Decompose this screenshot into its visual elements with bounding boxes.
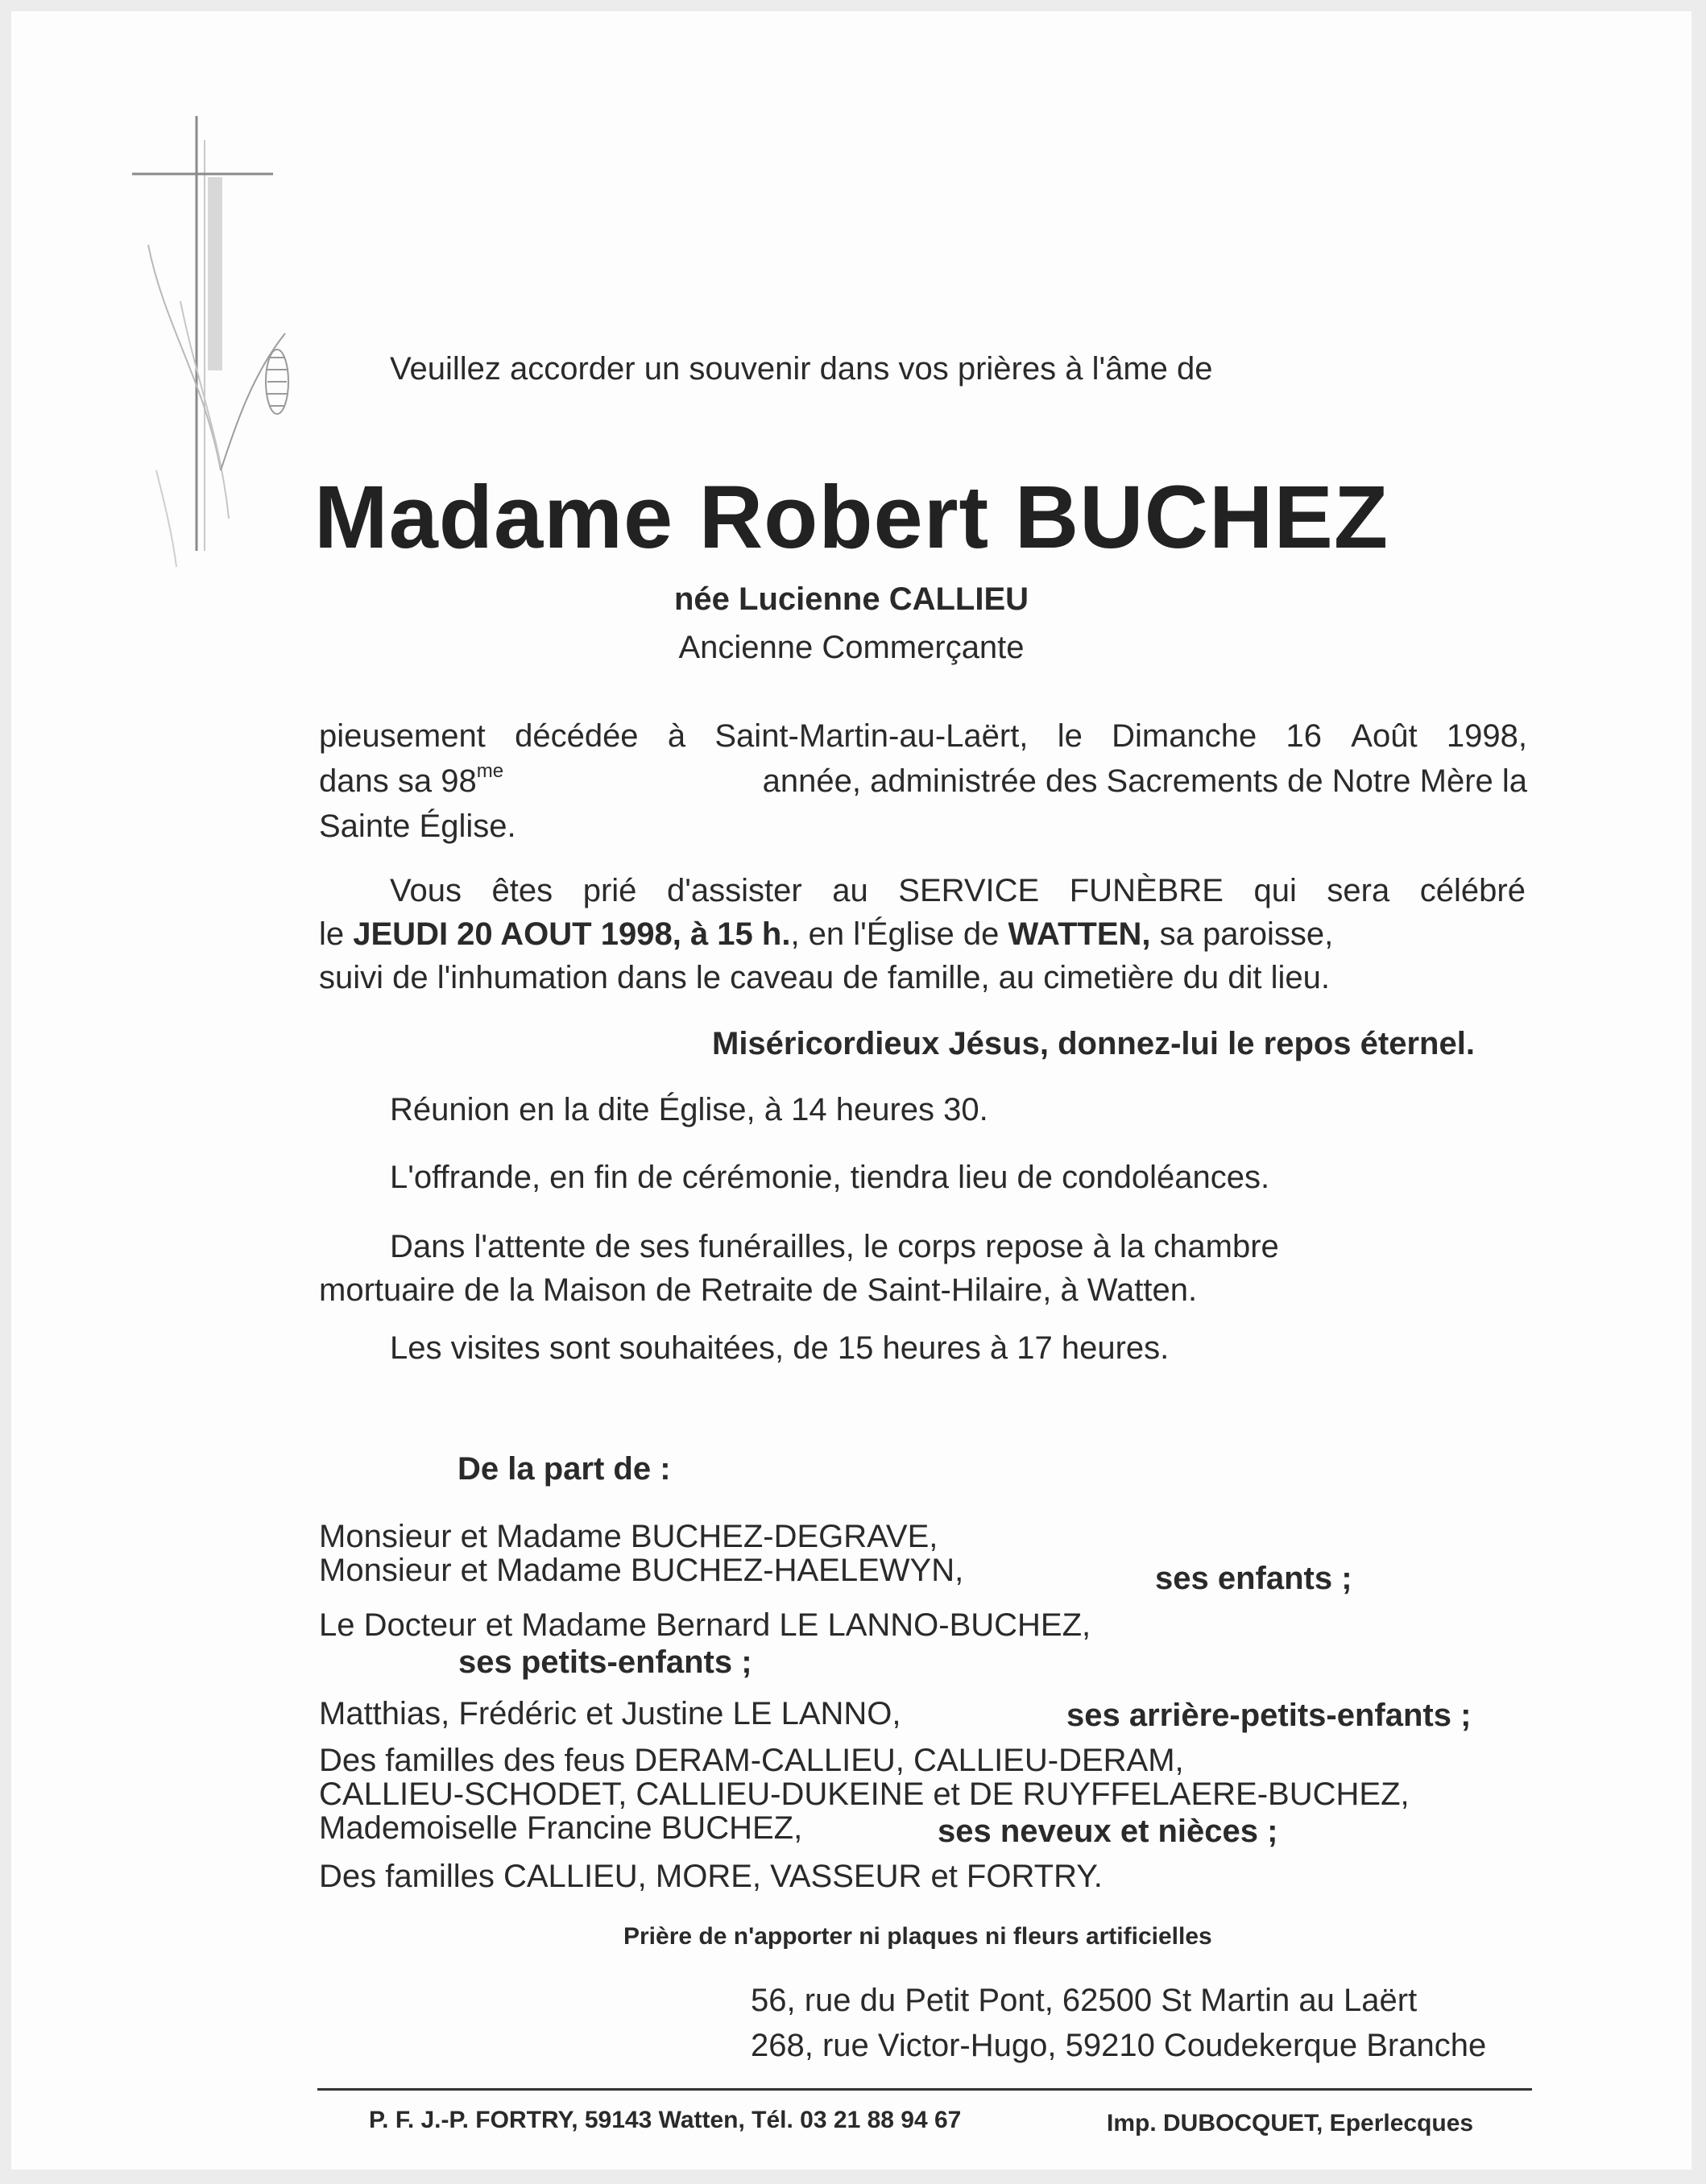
address-2: 268, rue Victor-Hugo, 59210 Coudekerque Branche: [751, 2028, 1487, 2063]
age-text: dans sa $98^{me}$: [319, 760, 504, 799]
footer-printer: Imp. DUBOCQUET, Eperlecques: [1107, 2110, 1474, 2136]
footer-funeral-home: P. F. J.-P. FORTRY, 59143 Watten, Tél. 03 21 88 94 67: [369, 2107, 962, 2133]
arriere-petits-enfants-label: ses arrière-petits-enfants ;: [1066, 1698, 1472, 1733]
reunion: Réunion en la dite Église, à 14 heures 30.: [390, 1092, 988, 1127]
repose-line-2: mortuaire de la Maison de Retraite de Saint-Hilaire, à Watten.: [319, 1272, 1198, 1308]
obituary-sheet: [11, 11, 1692, 2170]
family-row-8: Des familles CALLIEU, MORE, VASSEUR et FORTRY.: [319, 1859, 1103, 1894]
family-row-7: Mademoiselle Francine BUCHEZ,: [319, 1810, 803, 1846]
family-row-1: Monsieur et Madame BUCHEZ-DEGRAVE,: [319, 1519, 938, 1554]
service-line-2: le JEUDI 20 AOUT 1998, à 15 h., en l'Église de WATTEN, sa paroisse,: [319, 916, 1334, 952]
flowers-note: Prière de n'apporter ni plaques ni fleurs artificielles: [623, 1923, 1212, 1950]
repose-line-1: Dans l'attente de ses funérailles, le corps repose à la chambre: [390, 1229, 1279, 1264]
death-line-3: Sainte Église.: [319, 809, 516, 844]
family-row-4: Matthias, Frédéric et Justine LE LANNO,: [319, 1696, 901, 1731]
occupation: Ancienne Commerçante: [678, 630, 1025, 665]
family-row-3: Le Docteur et Madame Bernard LE LANNO-BUCHEZ,: [319, 1607, 1091, 1643]
sacrements-text: année, administrée des Sacrements de Notre Mère la: [762, 763, 1527, 799]
family-row-6: CALLIEU-SCHODET, CALLIEU-DUKEINE et DE RUYFFELAERE-BUCHEZ,: [319, 1777, 1410, 1812]
family-row-5: Des familles des feus DERAM-CALLIEU, CALLIEU-DERAM,: [319, 1743, 1184, 1778]
intro-text: Veuillez accorder un souvenir dans vos prières à l'âme de: [390, 351, 1213, 387]
family-row-2: Monsieur et Madame BUCHEZ-HAELEWYN,: [319, 1553, 964, 1588]
service-line-1: Vous êtes prié d'assister au SERVICE FUNÈBRE qui sera célébré: [390, 873, 1526, 908]
offrande: L'offrande, en fin de cérémonie, tiendra lieu de condoléances.: [390, 1160, 1270, 1195]
neveux-label: ses neveux et nièces ;: [938, 1814, 1278, 1849]
death-line-2: [319, 760, 1527, 799]
deceased-name: Madame Robert BUCHEZ: [313, 468, 1389, 567]
footer-rule: [317, 2088, 1532, 2091]
maiden-name: née Lucienne CALLIEU: [673, 581, 1029, 617]
service-line-3: suivi de l'inhumation dans le caveau de famille, au cimetière du dit lieu.: [319, 960, 1330, 995]
prayer: Miséricordieux Jésus, donnez-lui le repos éternel.: [712, 1026, 1475, 1061]
family-heading: De la part de :: [458, 1451, 671, 1487]
address-1: 56, rue du Petit Pont, 62500 St Martin au Laërt: [751, 1983, 1418, 2018]
petits-enfants-label: ses petits-enfants ;: [458, 1644, 752, 1680]
visites: Les visites sont souhaitées, de 15 heures à 17 heures.: [390, 1330, 1170, 1366]
death-line-1: pieusement décédée à Saint-Martin-au-Laërt, le Dimanche 16 Août 1998,: [319, 718, 1527, 754]
enfants-label: ses enfants ;: [1155, 1561, 1352, 1596]
